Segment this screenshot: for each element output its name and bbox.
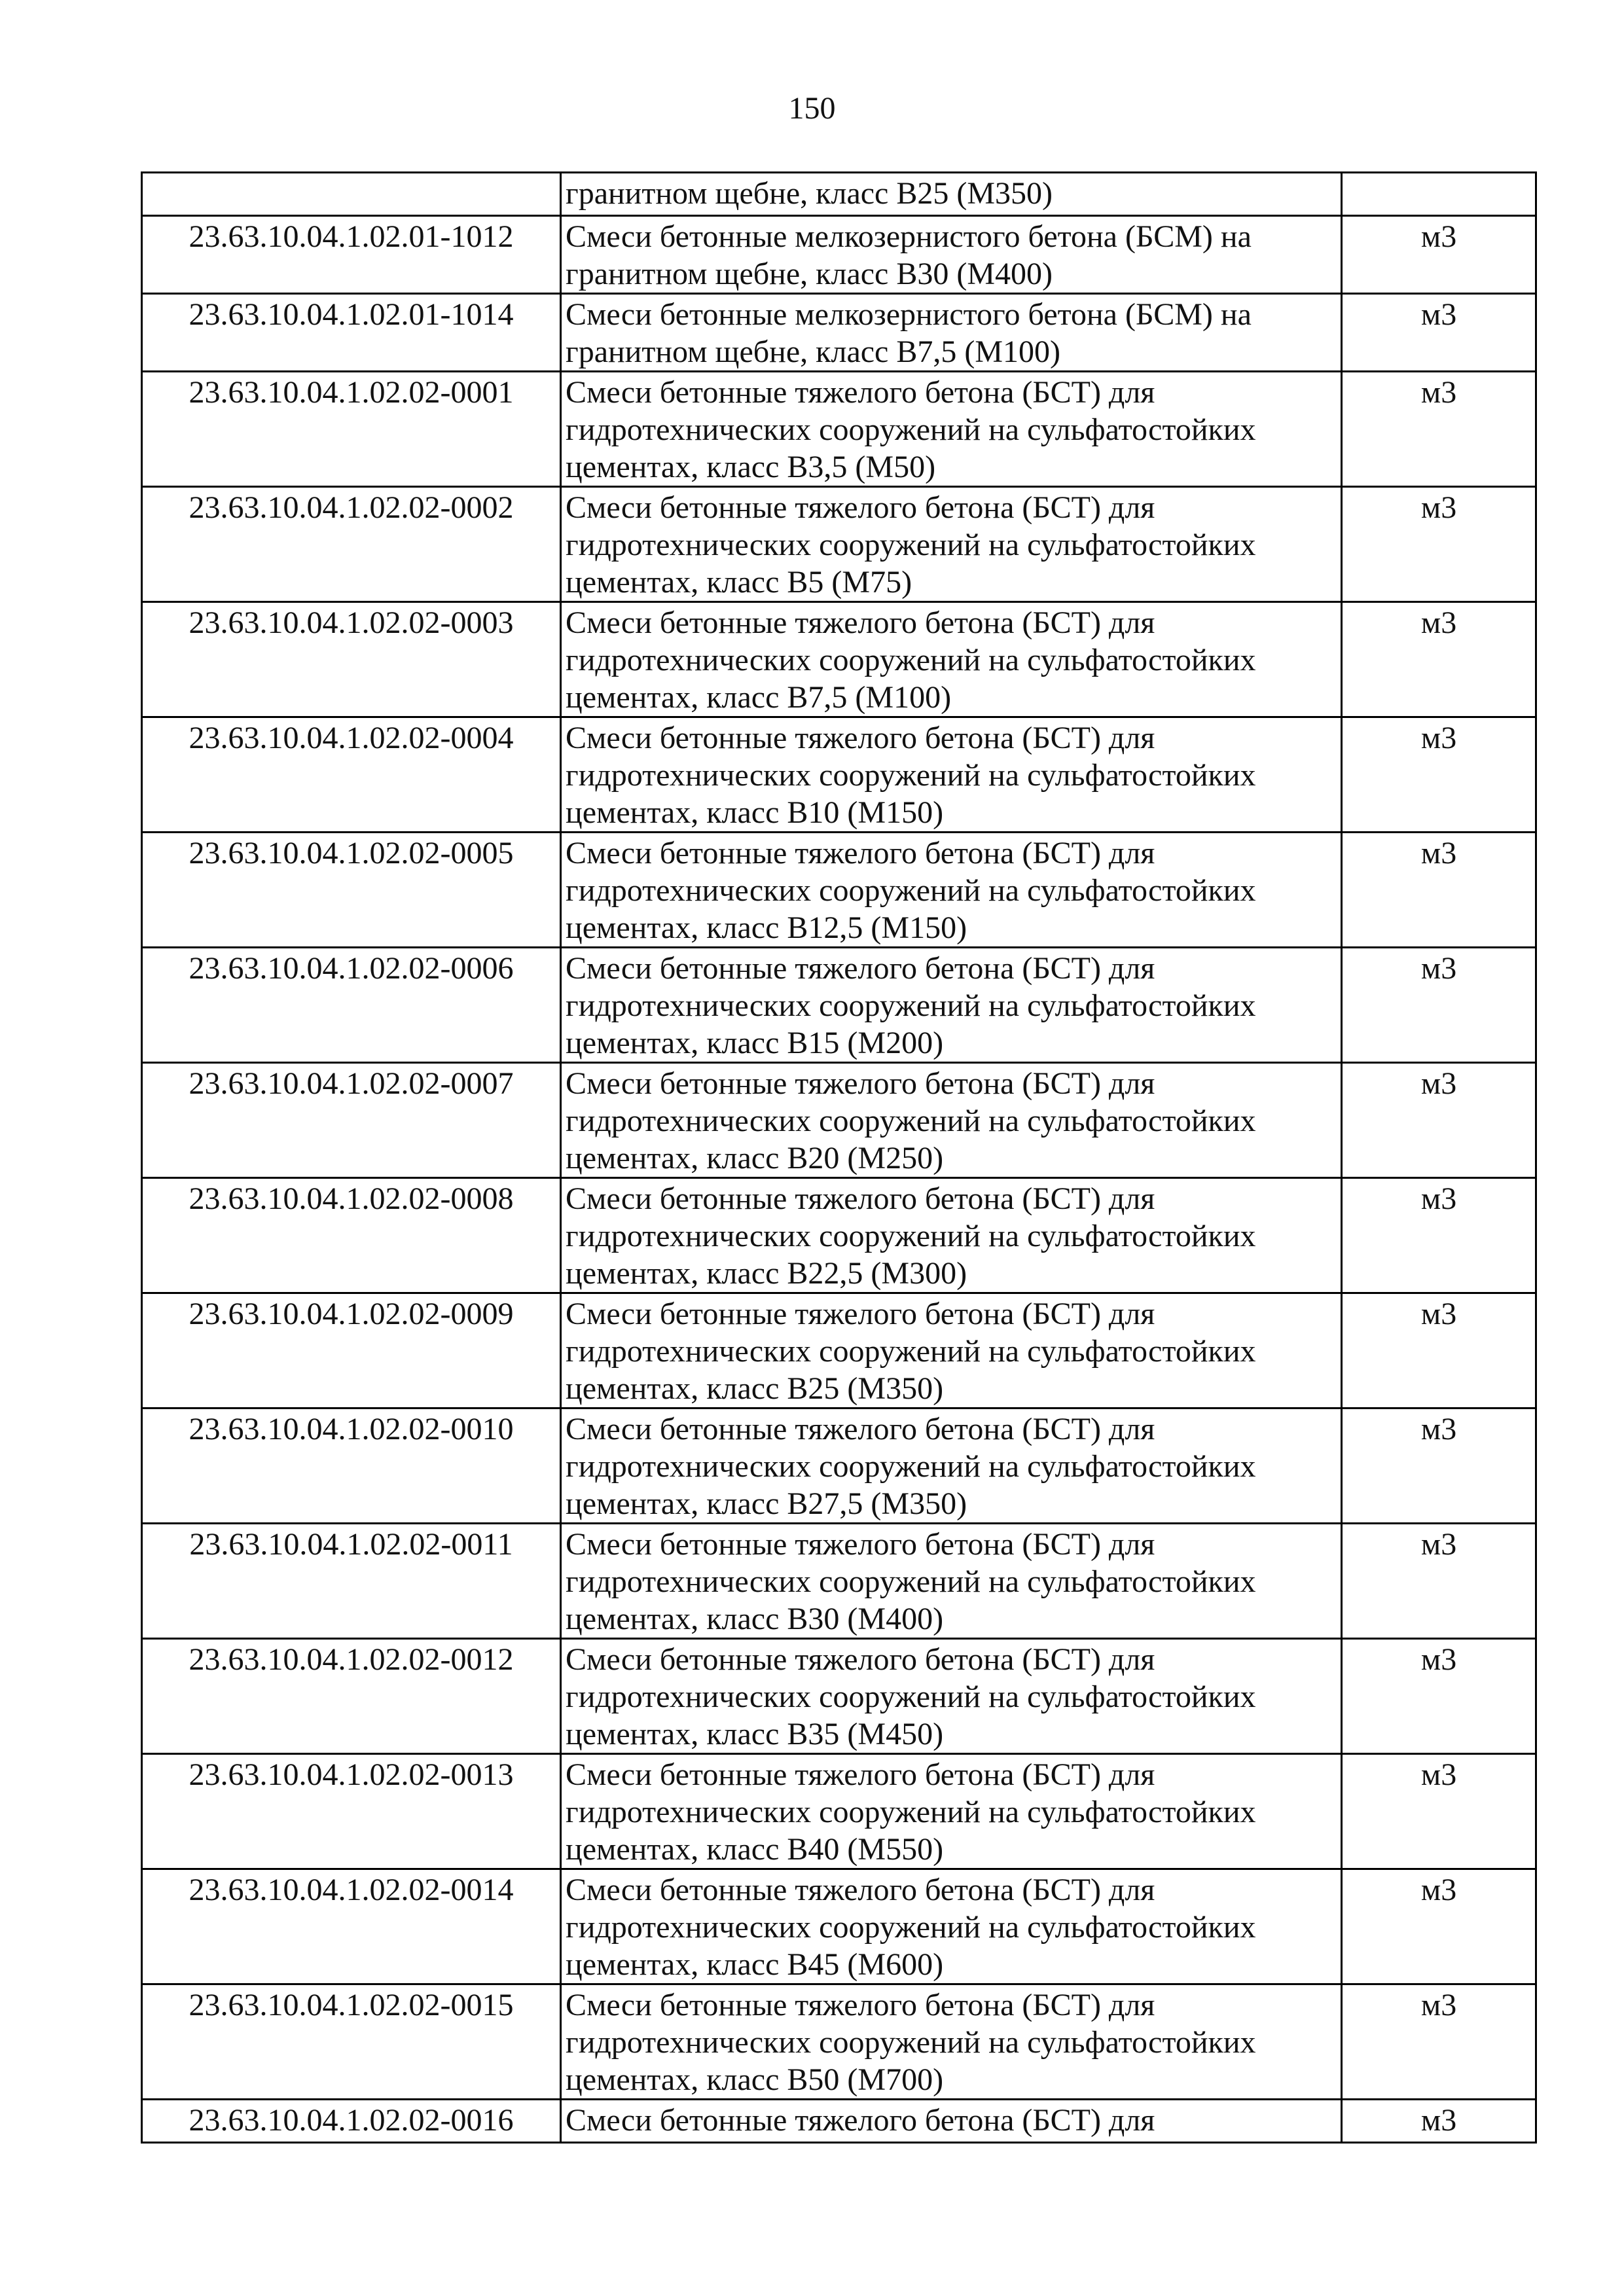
material-name-cell (561, 2100, 1342, 2143)
material-code-cell: 23.63.10.04.1.02.01-1014 (142, 294, 561, 372)
material-code-cell: 23.63.10.04.1.02.02-0007 (142, 1063, 561, 1178)
material-name-cell (561, 173, 1342, 216)
material-code-cell: 23.63.10.04.1.02.02-0010 (142, 1408, 561, 1524)
table-row (142, 294, 1536, 372)
material-name-line: цементах, класс В3,5 (М50) (566, 450, 936, 484)
unit-cell: м3 (1342, 1639, 1536, 1754)
materials-table-body (142, 173, 1536, 2143)
material-name-line: Смеси бетонные тяжелого бетона (БСТ) для (566, 1412, 1155, 1446)
material-name-line: цементах, класс В45 (М600) (566, 1947, 944, 1982)
table-row (142, 1408, 1536, 1524)
material-name-line: цементах, класс В35 (М450) (566, 1717, 944, 1751)
material-name-line: Смеси бетонные мелкозернистого бетона (БСМ) на (566, 219, 1252, 254)
material-name-line: Смеси бетонные тяжелого бетона (БСТ) для (566, 1181, 1155, 1216)
table-row (142, 1293, 1536, 1408)
material-code-cell: 23.63.10.04.1.02.01-1012 (142, 216, 561, 294)
unit-cell: м3 (1342, 1754, 1536, 1869)
material-name-line: гранитном щебне, класс В25 (М350) (566, 176, 1053, 211)
table-row (142, 948, 1536, 1063)
material-code-cell: 23.63.10.04.1.02.02-0005 (142, 833, 561, 948)
unit-cell: м3 (1342, 1063, 1536, 1178)
material-name-line: Смеси бетонные тяжелого бетона (БСТ) для (566, 1642, 1155, 1677)
table-row (142, 1754, 1536, 1869)
material-name-line: цементах, класс В15 (М200) (566, 1026, 944, 1060)
material-name-line: гидротехнических сооружений на сульфатостойких (566, 988, 1256, 1023)
unit-cell: м3 (1342, 2100, 1536, 2143)
material-name-line: цементах, класс В7,5 (М100) (566, 680, 952, 715)
table-row (142, 833, 1536, 948)
material-name-line: цементах, класс В20 (М250) (566, 1141, 944, 1175)
table-row (142, 1639, 1536, 1754)
material-code-cell: 23.63.10.04.1.02.02-0012 (142, 1639, 561, 1754)
material-name-line: гидротехнических сооружений на сульфатостойких (566, 528, 1256, 562)
unit-cell: м3 (1342, 602, 1536, 717)
material-name-line: Смеси бетонные тяжелого бетона (БСТ) для (566, 1757, 1155, 1792)
unit-cell: м3 (1342, 1408, 1536, 1524)
material-code-cell: 23.63.10.04.1.02.02-0011 (142, 1524, 561, 1639)
material-name-line: цементах, класс В5 (М75) (566, 565, 912, 600)
material-name-cell (561, 1408, 1342, 1524)
material-name-line: цементах, класс В50 (М700) (566, 2062, 944, 2097)
table-row (142, 173, 1536, 216)
material-name-line: цементах, класс В12,5 (М150) (566, 910, 967, 945)
material-code-cell: 23.63.10.04.1.02.02-0001 (142, 372, 561, 487)
material-name-line: цементах, класс В30 (М400) (566, 1602, 944, 1636)
material-name-cell (561, 1063, 1342, 1178)
material-name-line: цементах, класс В22,5 (М300) (566, 1256, 967, 1291)
material-name-line: гидротехнических сооружений на сульфатостойких (566, 2025, 1256, 2060)
material-name-line: гидротехнических сооружений на сульфатостойких (566, 1564, 1256, 1599)
table-row (142, 2100, 1536, 2143)
material-name-line: Смеси бетонные тяжелого бетона (БСТ) для (566, 375, 1155, 410)
material-name-line: цементах, класс В40 (М550) (566, 1832, 944, 1867)
material-name-line: гидротехнических сооружений на сульфатостойких (566, 1449, 1256, 1484)
material-name-line: гидротехнических сооружений на сульфатостойких (566, 1679, 1256, 1714)
unit-cell: м3 (1342, 487, 1536, 602)
material-code-cell (142, 173, 561, 216)
material-name-cell (561, 1293, 1342, 1408)
unit-cell: м3 (1342, 1869, 1536, 1984)
material-name-line: гидротехнических сооружений на сульфатостойких (566, 1910, 1256, 1945)
materials-table (141, 171, 1537, 2144)
material-name-cell (561, 372, 1342, 487)
material-code-cell: 23.63.10.04.1.02.02-0002 (142, 487, 561, 602)
material-name-line: Смеси бетонные тяжелого бетона (БСТ) для (566, 2103, 1155, 2138)
material-name-line: Смеси бетонные тяжелого бетона (БСТ) для (566, 1527, 1155, 1562)
material-name-line: гидротехнических сооружений на сульфатостойких (566, 873, 1256, 908)
material-name-line: Смеси бетонные тяжелого бетона (БСТ) для (566, 490, 1155, 525)
page-number: 150 (788, 91, 836, 126)
material-name-cell (561, 1639, 1342, 1754)
table-row (142, 216, 1536, 294)
material-name-line: гидротехнических сооружений на сульфатостойких (566, 1795, 1256, 1829)
material-code-cell: 23.63.10.04.1.02.02-0008 (142, 1178, 561, 1293)
material-name-line: гранитном щебне, класс В7,5 (М100) (566, 334, 1061, 369)
material-code-cell: 23.63.10.04.1.02.02-0013 (142, 1754, 561, 1869)
unit-cell: м3 (1342, 372, 1536, 487)
material-name-cell (561, 1178, 1342, 1293)
material-name-line: цементах, класс В25 (М350) (566, 1371, 944, 1406)
unit-cell: м3 (1342, 1293, 1536, 1408)
material-code-cell: 23.63.10.04.1.02.02-0006 (142, 948, 561, 1063)
unit-cell: м3 (1342, 1984, 1536, 2100)
material-name-cell (561, 602, 1342, 717)
table-row (142, 1063, 1536, 1178)
material-name-line: Смеси бетонные тяжелого бетона (БСТ) для (566, 1988, 1155, 2022)
material-name-line: гидротехнических сооружений на сульфатостойких (566, 1103, 1256, 1138)
material-name-line: Смеси бетонные тяжелого бетона (БСТ) для (566, 605, 1155, 640)
material-code-cell: 23.63.10.04.1.02.02-0003 (142, 602, 561, 717)
unit-cell: м3 (1342, 717, 1536, 833)
unit-cell: м3 (1342, 1524, 1536, 1639)
material-name-line: Смеси бетонные мелкозернистого бетона (БСМ) на (566, 297, 1252, 332)
material-code-cell: 23.63.10.04.1.02.02-0016 (142, 2100, 561, 2143)
material-code-cell: 23.63.10.04.1.02.02-0015 (142, 1984, 561, 2100)
table-row (142, 1178, 1536, 1293)
material-name-line: гранитном щебне, класс В30 (М400) (566, 257, 1053, 291)
material-name-cell (561, 1869, 1342, 1984)
material-name-line: Смеси бетонные тяжелого бетона (БСТ) для (566, 836, 1155, 870)
material-name-line: Смеси бетонные тяжелого бетона (БСТ) для (566, 1297, 1155, 1331)
unit-cell: м3 (1342, 216, 1536, 294)
material-name-cell (561, 948, 1342, 1063)
material-name-cell (561, 1984, 1342, 2100)
material-name-cell (561, 216, 1342, 294)
material-name-cell (561, 833, 1342, 948)
unit-cell: м3 (1342, 1178, 1536, 1293)
table-row (142, 717, 1536, 833)
unit-cell (1342, 173, 1536, 216)
material-name-line: гидротехнических сооружений на сульфатостойких (566, 1219, 1256, 1253)
unit-cell: м3 (1342, 294, 1536, 372)
material-name-cell (561, 487, 1342, 602)
table-row (142, 372, 1536, 487)
material-name-line: гидротехнических сооружений на сульфатостойких (566, 1334, 1256, 1369)
material-name-cell (561, 1754, 1342, 1869)
material-name-line: цементах, класс В10 (М150) (566, 795, 944, 830)
material-name-cell (561, 294, 1342, 372)
material-name-line: Смеси бетонные тяжелого бетона (БСТ) для (566, 951, 1155, 986)
material-name-line: цементах, класс В27,5 (М350) (566, 1486, 967, 1521)
material-name-line: гидротехнических сооружений на сульфатостойких (566, 412, 1256, 447)
material-name-line: Смеси бетонные тяжелого бетона (БСТ) для (566, 1873, 1155, 1907)
unit-cell: м3 (1342, 948, 1536, 1063)
material-code-cell: 23.63.10.04.1.02.02-0014 (142, 1869, 561, 1984)
table-row (142, 1869, 1536, 1984)
material-code-cell: 23.63.10.04.1.02.02-0004 (142, 717, 561, 833)
table-row (142, 1524, 1536, 1639)
material-code-cell: 23.63.10.04.1.02.02-0009 (142, 1293, 561, 1408)
material-name-cell (561, 717, 1342, 833)
unit-cell: м3 (1342, 833, 1536, 948)
table-row (142, 1984, 1536, 2100)
material-name-line: Смеси бетонные тяжелого бетона (БСТ) для (566, 721, 1155, 755)
table-row (142, 602, 1536, 717)
material-name-line: Смеси бетонные тяжелого бетона (БСТ) для (566, 1066, 1155, 1101)
material-name-line: гидротехнических сооружений на сульфатостойких (566, 758, 1256, 793)
material-name-cell (561, 1524, 1342, 1639)
material-name-line: гидротехнических сооружений на сульфатостойких (566, 643, 1256, 677)
table-row (142, 487, 1536, 602)
